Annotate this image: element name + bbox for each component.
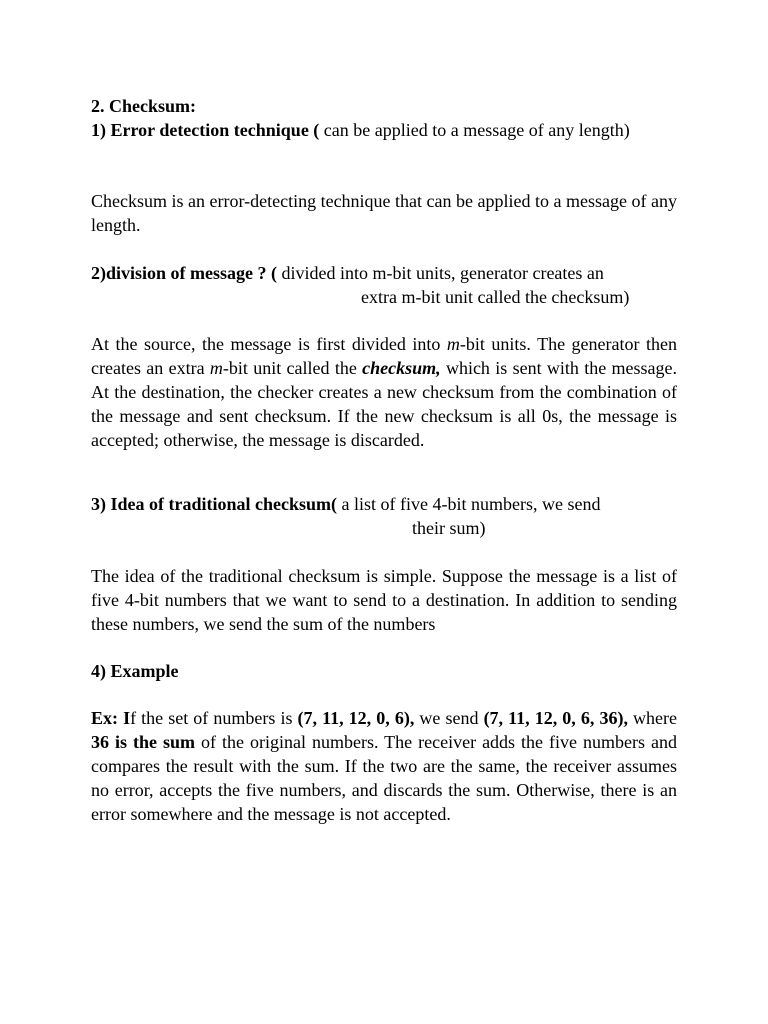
sec1-body: Checksum is an error-detecting technique that can be applied to a message of any length. xyxy=(91,191,677,235)
sec2-note-line2: extra m-bit unit called the checksum) xyxy=(361,287,630,307)
section-heading: 2. Checksum: xyxy=(91,96,197,116)
checksum-term: checksum, xyxy=(362,358,441,378)
sec2-title xyxy=(91,261,677,309)
sec1-head: 1) Error detection technique ( xyxy=(91,120,320,140)
sec3-title xyxy=(91,492,677,540)
example-paragraph: Ex: If the set of numbers is (7, 11, 12, 0, 6), we send (7, 11, 12, 0, 6, 36), where 36 is the sum of the original numbers. The receiver adds the five numbers and compares the result with the sum. If the two are the same, the receiver assumes no error, accepts the five numbers, and discards the sum. Otherwise, there is an error somewhere and the message is not accepted. xyxy=(91,708,678,824)
sec2-note-line1: divided into m-bit units, generator creates an xyxy=(281,263,604,283)
sec2-body: At the source, the message is first divided into m-bit units. The generator then creates an extra m-bit unit called the checksum, which is sent with the message. At the destination, the checker creates a new checksum from the combination of the message and sent checksum. If the new checksum is all 0s, the message is accepted; otherwise, the message is discarded. xyxy=(91,334,678,450)
sec1-note: can be applied to a message of any length) xyxy=(323,120,630,140)
sec3-note-line1: a list of five 4-bit numbers, we send xyxy=(341,494,601,514)
sec1-title xyxy=(91,118,677,142)
sec2-head: 2)division of message ? ( xyxy=(91,263,277,283)
sec3-head: 3) Idea of traditional checksum( xyxy=(91,494,337,514)
sec3-body: The idea of the traditional checksum is simple. Suppose the message is a list of five 4-bit numbers that we want to send to a destination. In addition to sending these numbers, we send the sum of the numbers xyxy=(91,566,677,634)
sec4-title: 4) Example xyxy=(91,661,179,681)
sec3-note-line2: their sum) xyxy=(412,518,486,538)
